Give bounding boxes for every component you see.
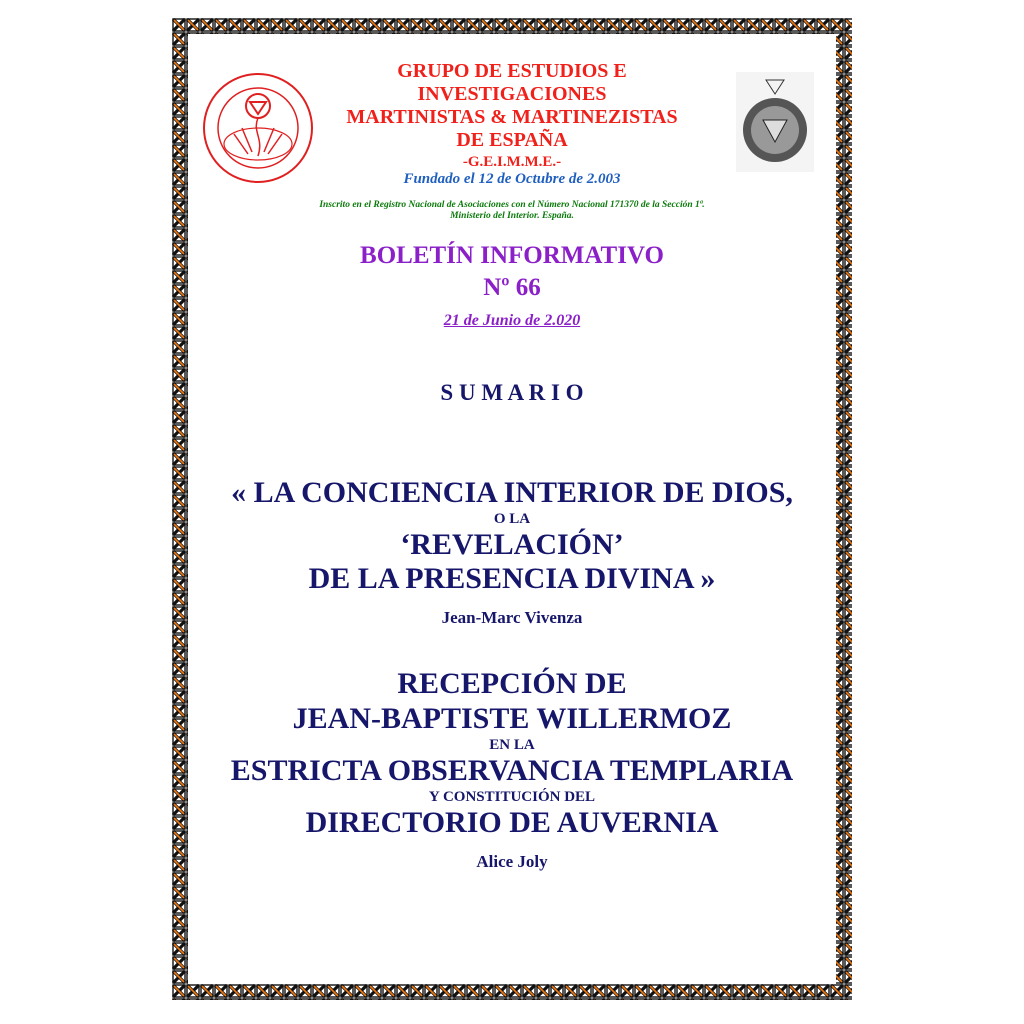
org-line: INVESTIGACIONES (417, 83, 607, 105)
registry-info (190, 200, 834, 222)
article-author: Jean-Marc Vivenza (441, 608, 583, 627)
org-name (190, 60, 834, 152)
founded-date: Fundado el 12 de Octubre de 2.003 (403, 171, 621, 187)
acronym: -G.E.I.M.M.E.- (462, 154, 562, 170)
article-title-line: DE LA PRESENCIA DIVINA » (308, 562, 716, 595)
bulletin-title-text: BOLETÍN INFORMATIVO (360, 242, 664, 269)
article-title-line: « LA CONCIENCIA INTERIOR DE DIOS, (231, 476, 793, 509)
article-title-line: DIRECTORIO DE AUVERNIA (305, 806, 719, 839)
bulletin-number: Nº 66 (483, 274, 541, 301)
article-2 (190, 666, 834, 872)
article-title-line: RECEPCIÓN DE (397, 667, 627, 700)
bulletin-title (190, 240, 834, 304)
article-title-line: EN LA (489, 737, 535, 753)
article-title-line: JEAN-BAPTISTE WILLERMOZ (292, 702, 732, 735)
article-title-line: ‘REVELACIÓN’ (400, 528, 624, 561)
article-1 (190, 476, 834, 628)
org-line: MARTINISTAS & MARTINEZISTAS (346, 106, 678, 128)
registry-line: Inscrito en el Registro Nacional de Asociaciones con el Número Nacional 171370 de la Sección 1ª. (319, 200, 705, 210)
org-line: GRUPO DE ESTUDIOS E (397, 60, 627, 82)
article-title-line: Y CONSTITUCIÓN DEL (428, 789, 596, 805)
article-author: Alice Joly (476, 852, 548, 871)
registry-line: Ministerio del Interior. España. (450, 211, 574, 221)
org-line: DE ESPAÑA (456, 129, 568, 151)
summary-heading: S U M A R I O (440, 380, 584, 405)
bulletin-cover (190, 36, 834, 982)
bulletin-date: 21 de Junio de 2.020 (443, 312, 581, 329)
article-title-line: ESTRICTA OBSERVANCIA TEMPLARIA (230, 754, 794, 787)
article-title-line: O LA (493, 511, 531, 527)
